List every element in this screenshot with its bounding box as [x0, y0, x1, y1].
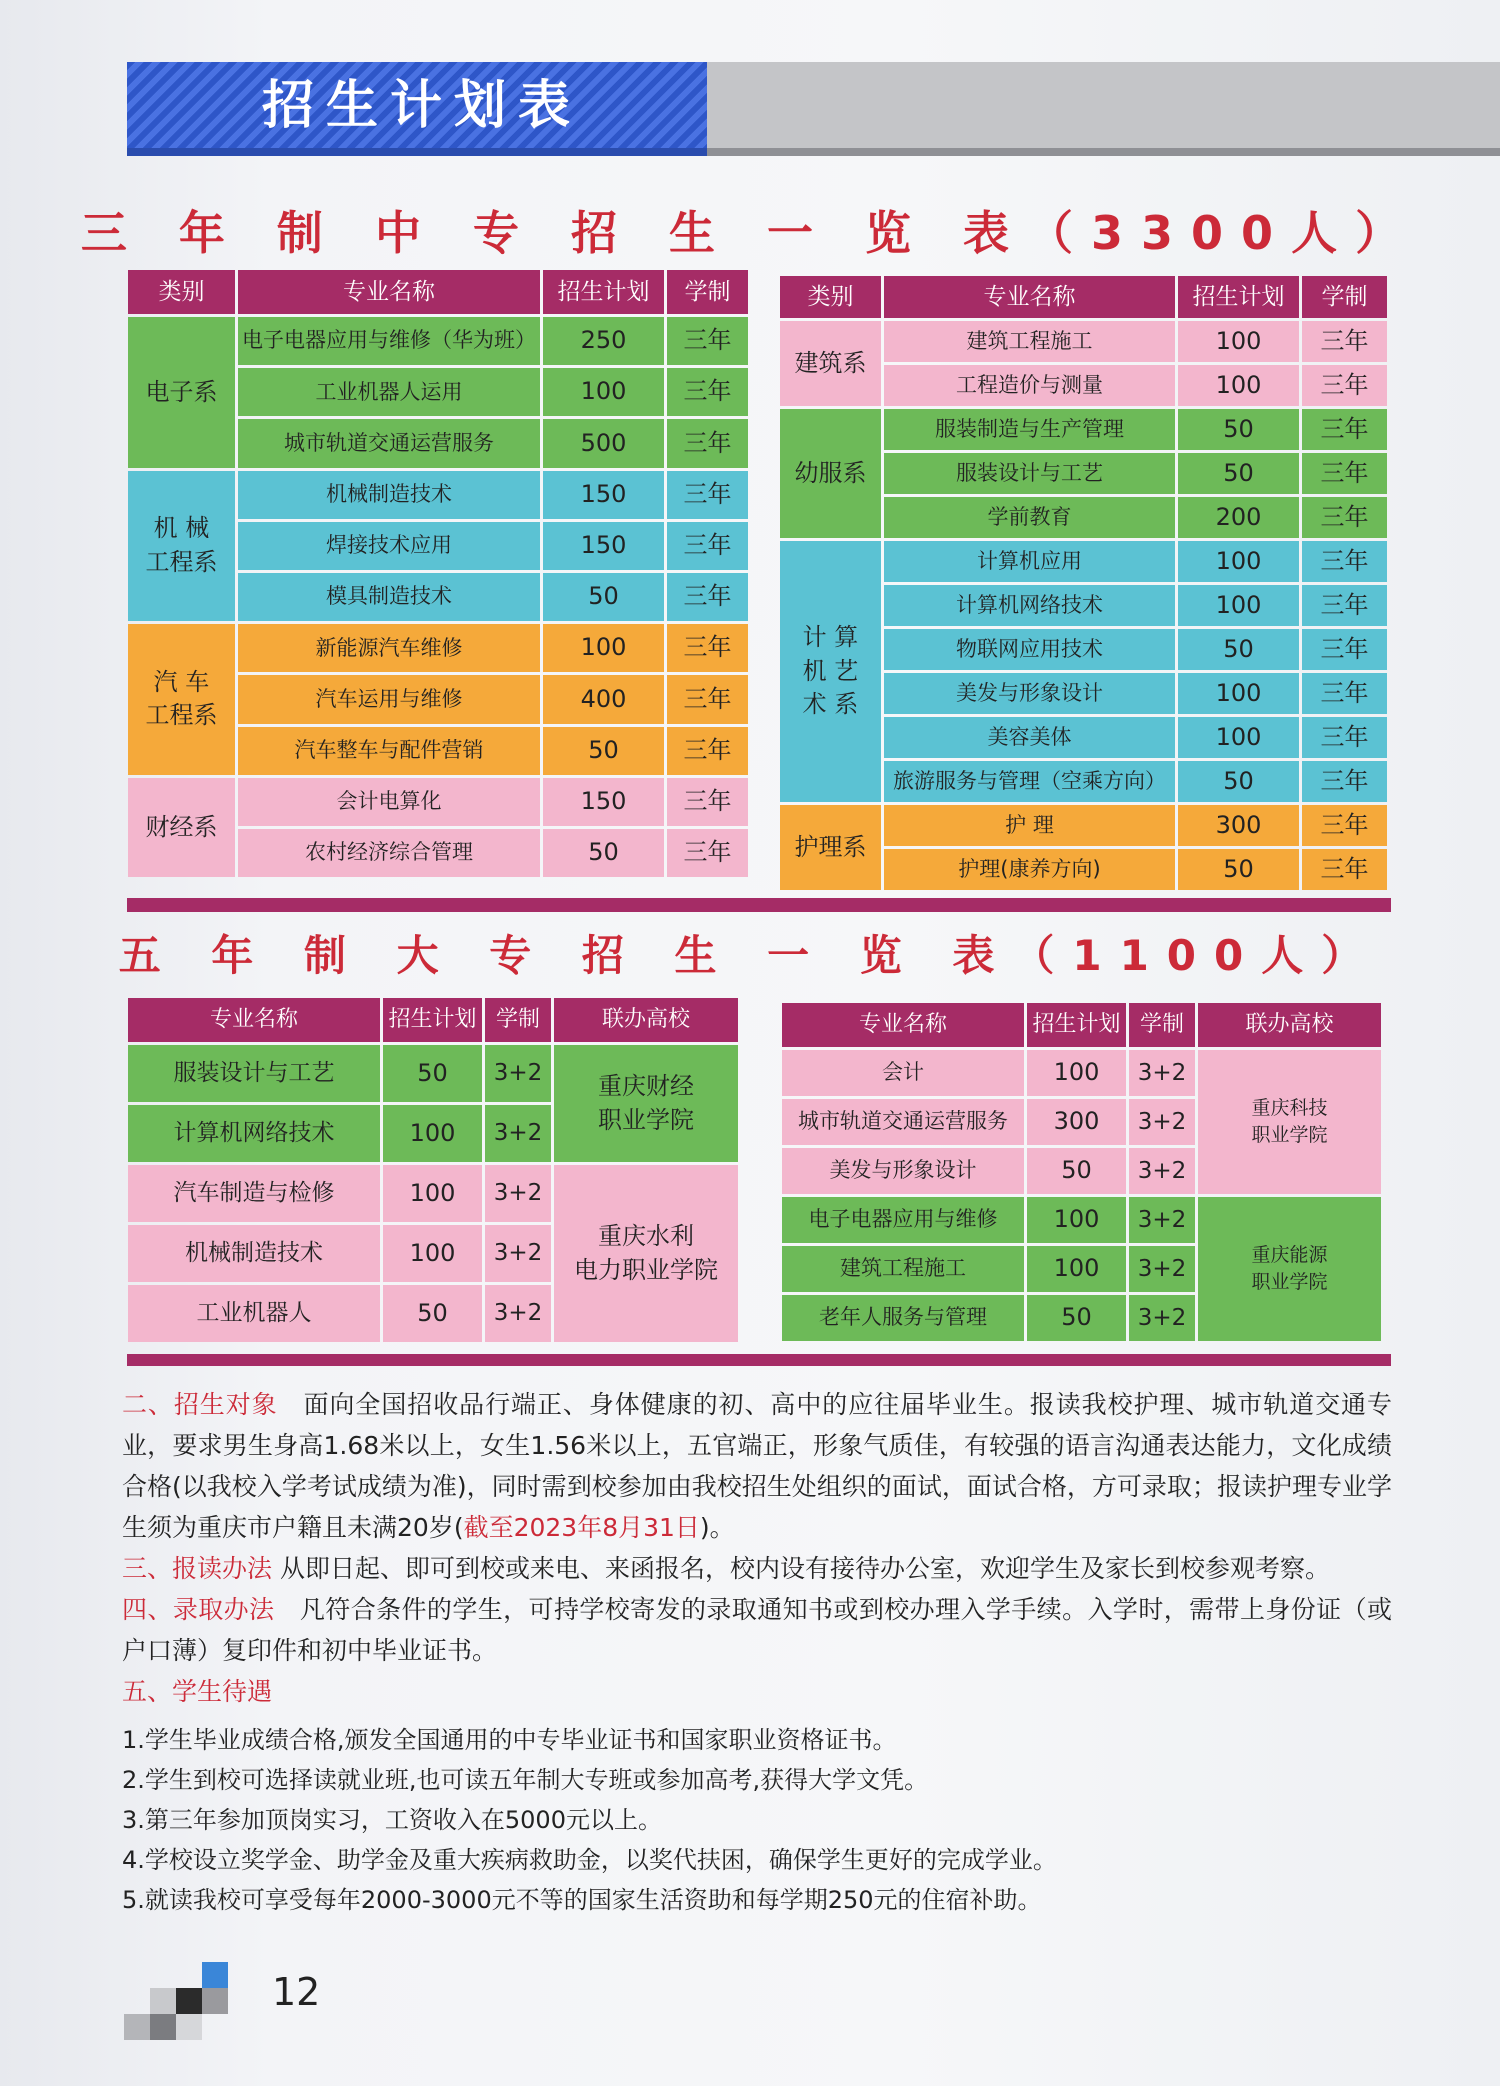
plan-cell: 500: [543, 419, 664, 467]
major-cell: 汽车整车与配件营销: [238, 727, 540, 775]
plan-cell: 400: [543, 675, 664, 723]
duration-cell: 三年: [667, 778, 748, 826]
duration-cell: 三年: [1302, 409, 1387, 450]
plan-cell: 150: [543, 522, 664, 570]
header-plan: 招生计划: [1178, 276, 1299, 318]
plan-cell: 50: [1178, 761, 1299, 802]
duration-cell: 3+2: [1129, 1197, 1195, 1243]
department-cell: 机 械 工程系: [128, 471, 235, 622]
duration-cell: 三年: [667, 624, 748, 672]
header-plan: 招生计划: [1027, 1003, 1126, 1047]
plan-cell: 100: [1027, 1197, 1126, 1243]
section-body: 从即日起、即可到校或来电、来函报名，校内设有接待办公室，欢迎学生及家长到校参观考察。: [279, 1554, 1330, 1583]
major-cell: 计算机网络技术: [884, 585, 1175, 626]
plan-cell: 100: [1027, 1246, 1126, 1292]
duration-cell: 三年: [667, 419, 748, 467]
partner-college-cell: 重庆水利 电力职业学院: [554, 1165, 738, 1342]
benefit-item: 5.就读我校可享受每年2000-3000元不等的国家生活资助和每学期250元的住宿补助。: [122, 1886, 1042, 1914]
plan-cell: 50: [1027, 1148, 1126, 1194]
duration-cell: 3+2: [1129, 1295, 1195, 1341]
footer-decoration: [202, 1962, 228, 1988]
duration-cell: 3+2: [1129, 1148, 1195, 1194]
major-cell: 老年人服务与管理: [782, 1295, 1024, 1341]
plan-cell: 150: [543, 471, 664, 519]
major-cell: 会计: [782, 1050, 1024, 1096]
major-cell: 汽车制造与检修: [128, 1165, 380, 1222]
major-cell: 学前教育: [884, 497, 1175, 538]
major-cell: 服装设计与工艺: [128, 1045, 380, 1102]
header-partner-college: 联办高校: [554, 998, 738, 1042]
footer-decoration: [176, 1988, 202, 2014]
major-cell: 建筑工程施工: [782, 1246, 1024, 1292]
header-major: 专业名称: [128, 998, 380, 1042]
header-category: 类别: [780, 276, 881, 318]
page-title: 招生计划表: [262, 76, 583, 136]
duration-cell: 三年: [1302, 717, 1387, 758]
footer-decoration: [150, 1988, 176, 2014]
major-cell: 城市轨道交通运营服务: [238, 419, 540, 467]
plan-cell: 100: [543, 624, 664, 672]
major-cell: 汽车运用与维修: [238, 675, 540, 723]
major-cell: 机械制造技术: [238, 471, 540, 519]
major-cell: 会计电算化: [238, 778, 540, 826]
header-banner-underline: [127, 148, 707, 156]
duration-cell: 3+2: [485, 1225, 551, 1282]
duration-cell: 三年: [1302, 849, 1387, 890]
duration-cell: 三年: [1302, 365, 1387, 406]
department-cell: 计 算 机 艺 术 系: [780, 541, 881, 802]
plan-cell: 300: [1178, 805, 1299, 846]
header-plan: 招生计划: [383, 998, 482, 1042]
plan-cell: 50: [543, 573, 664, 621]
plan-cell: 50: [1178, 453, 1299, 494]
benefit-item: 2.学生到校可选择读就业班,也可读五年制大专班或参加高考,获得大学文凭。: [122, 1766, 929, 1794]
major-cell: 美容美体: [884, 717, 1175, 758]
section-label: 三、报读办法: [122, 1554, 273, 1583]
plan-cell: 50: [1178, 409, 1299, 450]
major-cell: 模具制造技术: [238, 573, 540, 621]
deadline-note: 截至2023年8月31日: [463, 1513, 700, 1542]
major-cell: 城市轨道交通运营服务: [782, 1099, 1024, 1145]
major-cell: 护 理: [884, 805, 1175, 846]
plan-cell: 50: [383, 1285, 482, 1342]
duration-cell: 3+2: [1129, 1246, 1195, 1292]
section-admission-method: [122, 1589, 1392, 1671]
plan-cell: 100: [1178, 673, 1299, 714]
major-cell: 物联网应用技术: [884, 629, 1175, 670]
plan-cell: 50: [1178, 849, 1299, 890]
header-banner-underline-gray: [707, 148, 1500, 156]
department-cell: 幼服系: [780, 409, 881, 538]
duration-cell: 三年: [1302, 805, 1387, 846]
plan-cell: 150: [543, 778, 664, 826]
footer-decoration: [124, 2014, 150, 2040]
major-cell: 电子电器应用与维修（华为班）: [238, 317, 540, 365]
benefit-item: 3.第三年参加顶岗实习，工资收入在5000元以上。: [122, 1806, 662, 1834]
footer-decoration: [176, 2014, 202, 2040]
header-major: 专业名称: [782, 1003, 1024, 1047]
major-cell: 服装制造与生产管理: [884, 409, 1175, 450]
plan-cell: 100: [383, 1165, 482, 1222]
benefit-item: 1.学生毕业成绩合格,颁发全国通用的中专毕业证书和国家职业资格证书。: [122, 1726, 897, 1754]
duration-cell: 3+2: [1129, 1099, 1195, 1145]
major-cell: 电子电器应用与维修: [782, 1197, 1024, 1243]
header-duration: 学制: [1129, 1003, 1195, 1047]
section-application-method: [122, 1548, 1392, 1589]
header-category: 类别: [128, 270, 235, 314]
duration-cell: 三年: [667, 573, 748, 621]
duration-cell: 三年: [667, 317, 748, 365]
footer-decoration: [202, 1988, 228, 2014]
plan-cell: 50: [1178, 629, 1299, 670]
section-body: 凡符合条件的学生，可持学校寄发的录取通知书或到校办理入学手续。入学时，需带上身份证（或户口薄）复印件和初中毕业证书。: [122, 1595, 1392, 1665]
major-cell: 农村经济综合管理: [238, 829, 540, 877]
header-major: 专业名称: [884, 276, 1175, 318]
five-year-title: 五 年 制 大 专 招 生 一 览 表（1100人）: [118, 931, 1382, 980]
header-partner-college: 联办高校: [1198, 1003, 1381, 1047]
duration-cell: 三年: [1302, 585, 1387, 626]
duration-cell: 三年: [667, 829, 748, 877]
plan-cell: 100: [383, 1225, 482, 1282]
department-cell: 电子系: [128, 317, 235, 468]
section-label: 二、招生对象: [122, 1390, 278, 1419]
header-duration: 学制: [485, 998, 551, 1042]
major-cell: 工业机器人运用: [238, 368, 540, 416]
duration-cell: 三年: [1302, 673, 1387, 714]
partner-college-cell: 重庆能源 职业学院: [1198, 1197, 1381, 1341]
section-body: 面向全国招收品行端正、身体健康的初、高中的应往届毕业生。报读我校护理、城市轨道交通专业，要求男生身高1.68米以上，女生1.56米以上，五官端正，形象气质佳，有较强的语言沟通表达能力，文化成绩合格(以我校入学考试成绩为准)，同时需到校参加由我校招生处组织的面试，面试合格，方可录取；报读护理专业学生须为重庆市户籍且未满20岁(: [122, 1390, 1392, 1542]
benefit-item: 4.学校设立奖学金、助学金及重大疾病救助金，以奖代扶困，确保学生更好的完成学业。: [122, 1846, 1057, 1874]
major-cell: 计算机应用: [884, 541, 1175, 582]
department-cell: 财经系: [128, 778, 235, 877]
section-body-tail: )。: [699, 1513, 735, 1542]
plan-cell: 50: [1027, 1295, 1126, 1341]
plan-cell: 100: [1178, 365, 1299, 406]
major-cell: 护理(康养方向): [884, 849, 1175, 890]
header-plan: 招生计划: [543, 270, 664, 314]
duration-cell: 三年: [667, 471, 748, 519]
section-student-benefits: [122, 1671, 1392, 1712]
section-divider: [127, 898, 1391, 912]
major-cell: 焊接技术应用: [238, 522, 540, 570]
plan-cell: 50: [543, 829, 664, 877]
plan-cell: 50: [543, 727, 664, 775]
header-duration: 学制: [1302, 276, 1387, 318]
footer-decoration: [150, 2014, 176, 2040]
major-cell: 美发与形象设计: [884, 673, 1175, 714]
duration-cell: 三年: [1302, 453, 1387, 494]
section-divider: [127, 1354, 1391, 1366]
major-cell: 机械制造技术: [128, 1225, 380, 1282]
duration-cell: 三年: [1302, 321, 1387, 362]
major-cell: 计算机网络技术: [128, 1105, 380, 1162]
duration-cell: 3+2: [485, 1165, 551, 1222]
department-cell: 护理系: [780, 805, 881, 890]
plan-cell: 300: [1027, 1099, 1126, 1145]
department-cell: 汽 车 工程系: [128, 624, 235, 775]
page-number: 12: [272, 1970, 321, 2014]
plan-cell: 100: [543, 368, 664, 416]
major-cell: 工业机器人: [128, 1285, 380, 1342]
duration-cell: 三年: [667, 522, 748, 570]
duration-cell: 三年: [667, 727, 748, 775]
major-cell: 新能源汽车维修: [238, 624, 540, 672]
major-cell: 工程造价与测量: [884, 365, 1175, 406]
major-cell: 服装设计与工艺: [884, 453, 1175, 494]
duration-cell: 3+2: [485, 1105, 551, 1162]
plan-cell: 50: [383, 1045, 482, 1102]
major-cell: 建筑工程施工: [884, 321, 1175, 362]
plan-cell: 100: [1178, 321, 1299, 362]
plan-cell: 100: [1178, 585, 1299, 626]
duration-cell: 三年: [667, 675, 748, 723]
plan-cell: 100: [383, 1105, 482, 1162]
duration-cell: 3+2: [1129, 1050, 1195, 1096]
section-label: 四、录取办法: [122, 1595, 275, 1624]
duration-cell: 三年: [1302, 497, 1387, 538]
duration-cell: 三年: [1302, 541, 1387, 582]
duration-cell: 三年: [1302, 761, 1387, 802]
major-cell: 美发与形象设计: [782, 1148, 1024, 1194]
duration-cell: 3+2: [485, 1285, 551, 1342]
header-duration: 学制: [667, 270, 748, 314]
header-major: 专业名称: [238, 270, 540, 314]
plan-cell: 200: [1178, 497, 1299, 538]
three-year-title: 三 年 制 中 专 招 生 一 览 表（3300人）: [80, 206, 1420, 260]
section-label: 五、学生待遇: [122, 1677, 273, 1706]
plan-cell: 100: [1178, 541, 1299, 582]
plan-cell: 100: [1027, 1050, 1126, 1096]
major-cell: 旅游服务与管理（空乘方向）: [884, 761, 1175, 802]
plan-cell: 250: [543, 317, 664, 365]
duration-cell: 3+2: [485, 1045, 551, 1102]
partner-college-cell: 重庆科技 职业学院: [1198, 1050, 1381, 1194]
department-cell: 建筑系: [780, 321, 881, 406]
duration-cell: 三年: [1302, 629, 1387, 670]
section-enrollment-target: [122, 1384, 1392, 1548]
plan-cell: 100: [1178, 717, 1299, 758]
partner-college-cell: 重庆财经 职业学院: [554, 1045, 738, 1162]
duration-cell: 三年: [667, 368, 748, 416]
